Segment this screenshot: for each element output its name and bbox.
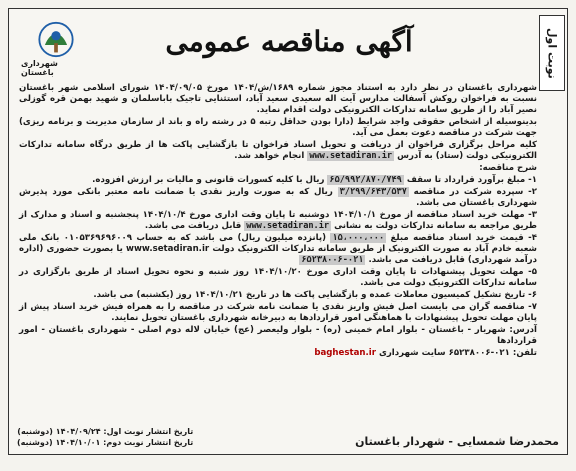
item-6: ۶- تاریخ تشکیل کمیسیون معاملات عمده و بازگشایی پاکت ها در تاریخ ۱۴۰۴/۱۰/۲۱ روز (یکشنبه) می باشد.: [93, 290, 537, 300]
process-text-end: انجام خواهد شد.: [234, 151, 305, 161]
first-round-tag: نوبت اول: [539, 15, 565, 91]
item-5: ۵- مهلت تحویل پیشنهادات تا پایان وقت اداری مورخ ۱۴۰۴/۱۰/۲۰ روز شنبه و نحوه تحویل اسناد از طریق بارگزاری در سامانه تدارکات الکترونیک دولت می باشد.: [19, 267, 537, 288]
item-3-link[interactable]: www.setadiran.ir: [246, 221, 330, 231]
second-publication-date: تاریخ انتشار نوبت دوم: ۱۴۰۴/۱۰/۰۱ (دوشنبه): [17, 438, 194, 447]
mayor-signature: محمدرضا شمسایی - شهردار باغستان: [355, 435, 559, 448]
phone-text: تلفن: ۰۲۱-۶۵۲۳۸۰۰۶ سایت شهرداری: [378, 348, 537, 358]
item-4-text-end: (پانزده میلیون ریال) می باشد که به حساب ۰۱۰۵۳۶۹۶۹۶۰۰۹ بانک ملی شعبه خادم آباد به صورت الکترونیک از طریق سامانه تدارکات الکترونیک دولت www.setadiran.ir یا بصورت حضوری (اداره درآمد شهرداری) قابل دریافت می باشد.: [19, 233, 537, 265]
item-1: [19, 175, 537, 186]
item-1-text-end: ریال با کلیه کسورات قانونی و مالیات بر ارزش افزوده.: [92, 175, 328, 185]
item-3: [19, 210, 537, 232]
item-7: ۷- مناقصه گران می بایست اصل فیش واریز نقدی یا ضمانت نامه شرکت در مناقصه را به همراه فیش خرید اسناد پیش از پایان مهلت تحویل پیشنهادات با هماهنگی امور قراردادها به دبیرخانه شهرداری باغستان تحویل نمایند.: [19, 302, 537, 323]
item-2-highlight: ۳/۲۹۹/۶۴۳/۵۳۷: [339, 187, 407, 197]
item-1-text: ۱- مبلغ برآورد قرارداد تا سقف: [403, 175, 537, 185]
item-4-highlight: ۱۵،۰۰۰،۰۰۰: [332, 233, 385, 243]
item-2-text: ۲- سپرده شرکت در مناقصه: [408, 187, 537, 197]
contact-line: [19, 348, 537, 359]
first-publication-date: تاریخ انتشار نوبت اول: ۱۴۰۴/۰۹/۲۴ (دوشنبه): [17, 427, 194, 436]
municipality-logo: [21, 21, 91, 77]
item-3-text-end: قابل دریافت می باشد.: [144, 221, 245, 231]
item-2-text-end: ریال که به صورت واریز نقدی یا ضمانت نامه معتبر بانکی مورد پذیرش شهرداری باغستان می باشد.: [19, 187, 537, 208]
item-3-text: ۳- مهلت خرید اسناد مناقصه از مورخ ۱۴۰۴/۱۰/۱ دوشنبه تا پایان وقت اداری مورخ ۱۴۰۴/۱۰/۴ پنجشنبه و اسناد و مدارک از طریق مراجعه به سامانه تدارکات دولت به نشانی: [19, 210, 537, 231]
process-text: کلیه مراحل برگزاری فراخوان از دریافت و تحویل اسناد فراخوان تا بازگشایی پاکت ها از طریق درگاه سامانه تدارکات الکترونیکی دولت (ستاد) به آدرس: [19, 140, 537, 161]
phone-highlight: ۰۲۱-۶۵۲۳۸۰۰۶: [301, 255, 364, 265]
item-4-text: ۴- قیمت خرید اسناد مناقصه مبلغ: [386, 233, 537, 243]
address-line: آدرس: شهریار - باغستان - بلوار امام خمینی (ره) - بلوار ولیعصر (عج) خیابان لاله دوم اصلی - شهرداری باغستان - امور قراردادها: [19, 325, 537, 346]
intro-paragraph: شهرداری باغستان در نظر دارد به استناد مجوز شماره ۱۶۸۹/ش/۱۴۰۴ مورخ ۱۴۰۴/۰۹/۰۵ شورای اسلامی شهر باغستان نسبت به فراخوان روکش آسفالت مدارس آیت اله سعیدی سعید آباد، استثنایی تاجیک باباسلمان و شهید بهمن قره گوزلی نصیر آباد را از طریق سامانه تدارکات الکترونیکی دولت اقدام نماید.: [19, 83, 537, 115]
notice-footer: [17, 418, 559, 448]
tender-notice: [8, 8, 568, 455]
setad-link[interactable]: www.setadiran.ir: [309, 151, 393, 161]
conditions-title: شرح مناقصه:: [479, 163, 537, 173]
municipality-logo-icon: [34, 21, 78, 58]
publication-dates: [17, 426, 193, 448]
invitation-paragraph: بدینوسیله از اشخاص حقوقی واجد شرایط (دارا بودن حداقل رتبه ۵ در رشته راه و باند از سازمان مدیریت و برنامه ریزی) جهت شرکت در مناقصه دعوت بعمل می آید.: [19, 117, 537, 138]
item-4: [19, 233, 537, 266]
municipality-site-link[interactable]: baghestan.ir: [314, 348, 376, 358]
item-1-highlight: ۶۵/۹۹۲/۸۷۰/۷۴۹: [329, 175, 402, 185]
item-2: [19, 187, 537, 209]
logo-caption: شهرداری باغستان: [21, 59, 58, 77]
notice-body: [19, 83, 537, 360]
notice-title: آگهی مناقصه عمومی: [165, 24, 413, 58]
process-paragraph: [19, 140, 537, 162]
